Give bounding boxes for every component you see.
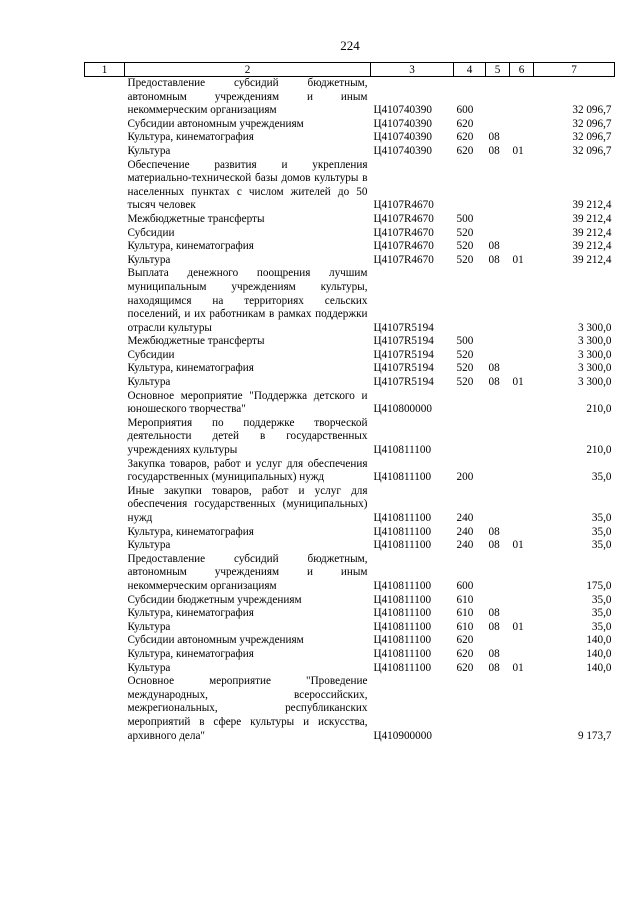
row-amount-cell: 35,0	[591, 607, 612, 620]
row-code-cell: Ц410740390	[373, 117, 432, 130]
row-subsection-cell	[510, 131, 534, 145]
row-name-cell: Иные закупки товаров, работ и услуг для обеспечения государственных (муниципальных) нужд	[127, 484, 368, 524]
row-section-cell: 08	[488, 539, 500, 552]
row-name-cell: Субсидии	[127, 348, 175, 361]
row-expense-type-cell: 600	[456, 579, 474, 592]
row-subsection-cell	[510, 648, 534, 662]
column-header: 6	[510, 63, 534, 77]
row-section-cell	[486, 335, 510, 349]
row-subsection-cell	[510, 77, 534, 118]
row-expense-type-cell: 240	[456, 512, 474, 524]
column-header: 3	[371, 63, 454, 77]
table-row	[85, 417, 615, 458]
row-name-cell: Основное мероприятие "Поддержка детского и юношеского творчества"	[127, 389, 368, 416]
row-name-cell: Межбюджетные трансферты	[127, 335, 265, 348]
row-spacer-cell	[85, 458, 125, 485]
row-name-cell: Субсидии бюджетным учреждениям	[127, 593, 302, 606]
table-row	[85, 634, 615, 648]
row-amount-cell: 39 212,4	[572, 199, 612, 212]
row-section-cell: 08	[488, 607, 500, 620]
row-section-cell	[486, 159, 510, 213]
row-spacer-cell	[85, 335, 125, 349]
row-code-cell: Ц410811100	[373, 620, 432, 633]
row-subsection-cell	[510, 227, 534, 241]
row-section-cell: 08	[488, 647, 500, 660]
row-amount-cell: 35,0	[591, 539, 612, 552]
row-spacer-cell	[85, 254, 125, 268]
table-row	[85, 145, 615, 159]
row-section-cell	[486, 390, 510, 417]
row-subsection-cell	[510, 213, 534, 227]
row-code-cell: Ц410811100	[373, 471, 432, 484]
row-spacer-cell	[85, 634, 125, 648]
row-amount-cell: 32 096,7	[572, 144, 612, 157]
row-subsection-cell	[510, 349, 534, 363]
row-code-cell: Ц4107R4670	[373, 212, 434, 225]
row-expense-type-cell: 520	[456, 226, 474, 239]
row-spacer-cell	[85, 539, 125, 553]
table-row	[85, 159, 615, 213]
row-subsection-cell	[510, 390, 534, 417]
row-spacer-cell	[85, 485, 125, 526]
table-row	[85, 213, 615, 227]
row-code-cell: Ц4107R5194	[373, 348, 434, 361]
row-code-cell: Ц410811100	[373, 525, 432, 538]
row-section-cell	[486, 553, 510, 594]
row-name-cell: Предоставление субсидий бюджетным, автономным учреждениям и иным некоммерческим организациям	[127, 77, 368, 117]
row-expense-type-cell: 520	[456, 348, 474, 361]
row-spacer-cell	[85, 376, 125, 390]
row-section-cell	[486, 267, 510, 335]
row-name-cell: Культура	[127, 661, 171, 674]
row-amount-cell: 35,0	[591, 512, 612, 524]
row-expense-type-cell: 610	[456, 607, 474, 620]
row-code-cell: Ц410800000	[373, 403, 432, 416]
row-code-cell: Ц4107R5194	[373, 376, 434, 389]
row-amount-cell: 35,0	[591, 471, 612, 484]
page-number: 224	[340, 38, 360, 53]
row-section-cell	[486, 227, 510, 241]
row-expense-type-cell	[454, 267, 486, 335]
row-spacer-cell	[85, 607, 125, 621]
row-spacer-cell	[85, 213, 125, 227]
row-name-cell: Культура, кинематография	[127, 647, 254, 660]
table-row	[85, 118, 615, 132]
row-amount-cell: 3 300,0	[577, 362, 612, 375]
table-row	[85, 621, 615, 635]
row-amount-cell: 32 096,7	[572, 104, 612, 117]
row-name-cell: Культура, кинематография	[127, 607, 254, 620]
row-amount-cell: 39 212,4	[572, 240, 612, 253]
row-expense-type-cell: 620	[456, 131, 474, 144]
row-expense-type-cell	[454, 417, 486, 458]
row-spacer-cell	[85, 118, 125, 132]
row-section-cell: 08	[488, 525, 500, 538]
table-row	[85, 267, 615, 335]
table-row	[85, 335, 615, 349]
row-subsection-cell	[510, 362, 534, 376]
row-name-cell: Субсидии автономным учреждениям	[127, 117, 304, 130]
row-name-cell: Субсидии	[127, 226, 175, 239]
row-amount-cell: 3 300,0	[577, 348, 612, 361]
row-name-cell: Культура, кинематография	[127, 240, 254, 253]
row-code-cell: Ц410811100	[373, 444, 432, 457]
row-subsection-cell: 01	[512, 253, 524, 266]
row-expense-type-cell	[454, 159, 486, 213]
row-expense-type-cell: 500	[456, 212, 474, 225]
row-spacer-cell	[85, 77, 125, 118]
table-row	[85, 254, 615, 268]
row-amount-cell: 9 173,7	[577, 729, 612, 742]
row-expense-type-cell: 520	[456, 376, 474, 389]
row-code-cell: Ц410740390	[373, 144, 432, 157]
row-spacer-cell	[85, 417, 125, 458]
row-code-cell: Ц410811100	[373, 579, 432, 592]
row-subsection-cell: 01	[512, 144, 524, 157]
table-row	[85, 526, 615, 540]
row-subsection-cell: 01	[512, 620, 524, 633]
row-section-cell	[486, 675, 510, 743]
row-spacer-cell	[85, 349, 125, 363]
row-section-cell	[486, 213, 510, 227]
row-name-cell: Культура	[127, 620, 171, 633]
row-section-cell: 08	[488, 362, 500, 375]
row-code-cell: Ц4107R4670	[373, 240, 434, 253]
table-row	[85, 675, 615, 743]
row-section-cell: 08	[488, 240, 500, 253]
row-section-cell	[486, 417, 510, 458]
row-expense-type-cell: 500	[456, 335, 474, 348]
row-code-cell: Ц4107R4670	[373, 226, 434, 239]
row-spacer-cell	[85, 526, 125, 540]
row-spacer-cell	[85, 553, 125, 594]
row-code-cell: Ц410740390	[373, 131, 432, 144]
row-section-cell: 08	[488, 144, 500, 157]
row-expense-type-cell: 240	[456, 539, 474, 552]
row-subsection-cell	[510, 118, 534, 132]
row-name-cell: Основное мероприятие "Проведение международных, всероссийских, межрегиональных, республиканских мероприятий в сфере культуры и искусства, архивного дела"	[127, 675, 368, 742]
row-section-cell: 08	[488, 620, 500, 633]
row-code-cell: Ц410811100	[373, 539, 432, 552]
row-code-cell: Ц410811100	[373, 634, 432, 647]
row-section-cell	[486, 634, 510, 648]
row-section-cell	[486, 118, 510, 132]
table-row	[85, 485, 615, 526]
table-row	[85, 349, 615, 363]
row-amount-cell: 32 096,7	[572, 117, 612, 130]
row-code-cell: Ц4107R5194	[373, 335, 434, 348]
row-expense-type-cell: 520	[456, 253, 474, 266]
row-expense-type-cell: 620	[456, 634, 474, 647]
row-code-cell: Ц410811100	[373, 661, 432, 674]
row-name-cell: Межбюджетные трансферты	[127, 212, 265, 225]
row-amount-cell: 35,0	[591, 620, 612, 633]
row-expense-type-cell: 520	[456, 362, 474, 375]
row-name-cell: Предоставление субсидий бюджетным, автономным учреждениям и иным некоммерческим организациям	[127, 552, 368, 592]
table-row	[85, 662, 615, 676]
row-spacer-cell	[85, 662, 125, 676]
row-section-cell	[486, 77, 510, 118]
column-header: 5	[486, 63, 510, 77]
row-spacer-cell	[85, 594, 125, 608]
row-expense-type-cell: 620	[456, 144, 474, 157]
row-name-cell: Культура	[127, 253, 171, 266]
row-spacer-cell	[85, 131, 125, 145]
row-code-cell: Ц4107R4670	[373, 199, 434, 212]
table-row	[85, 376, 615, 390]
column-header: 4	[454, 63, 486, 77]
row-subsection-cell	[510, 159, 534, 213]
row-amount-cell: 175,0	[586, 579, 612, 592]
row-amount-cell: 140,0	[586, 634, 612, 647]
row-expense-type-cell: 240	[456, 525, 474, 538]
table-row	[85, 77, 615, 118]
row-expense-type-cell: 610	[456, 593, 474, 606]
row-amount-cell: 140,0	[586, 661, 612, 674]
row-section-cell	[486, 485, 510, 526]
row-code-cell: Ц410811100	[373, 512, 432, 524]
row-code-cell: Ц4107R5194	[373, 362, 434, 375]
table-row	[85, 240, 615, 254]
row-expense-type-cell: 600	[456, 104, 474, 117]
row-amount-cell: 39 212,4	[572, 253, 612, 266]
row-section-cell: 08	[488, 376, 500, 389]
row-name-cell: Культура	[127, 539, 171, 552]
table-row	[85, 594, 615, 608]
row-spacer-cell	[85, 675, 125, 743]
row-subsection-cell	[510, 485, 534, 526]
table-row	[85, 553, 615, 594]
row-expense-type-cell: 520	[456, 240, 474, 253]
table-row	[85, 362, 615, 376]
row-subsection-cell	[510, 594, 534, 608]
row-expense-type-cell: 620	[456, 647, 474, 660]
row-subsection-cell	[510, 634, 534, 648]
row-name-cell: Культура	[127, 144, 171, 157]
row-expense-type-cell: 610	[456, 620, 474, 633]
row-spacer-cell	[85, 390, 125, 417]
column-header: 7	[534, 63, 615, 77]
row-spacer-cell	[85, 159, 125, 213]
row-subsection-cell	[510, 417, 534, 458]
row-expense-type-cell	[454, 390, 486, 417]
row-name-cell: Выплата денежного поощрения лучшим муниципальным учреждениям культуры, находящимся на территориях сельских поселений, и их работникам в рамках поддержки отрасли культуры	[127, 267, 368, 334]
column-header: 2	[125, 63, 371, 77]
row-amount-cell: 210,0	[586, 444, 612, 457]
row-section-cell	[486, 458, 510, 485]
row-code-cell: Ц410740390	[373, 104, 432, 117]
row-name-cell: Обеспечение развития и укрепления материально-технической базы домов культуры в населенных пунктах с числом жителей до 50 тысяч человек	[127, 158, 368, 212]
row-code-cell: Ц410811100	[373, 593, 432, 606]
table-row	[85, 607, 615, 621]
row-spacer-cell	[85, 227, 125, 241]
row-subsection-cell	[510, 675, 534, 743]
table-row	[85, 458, 615, 485]
table-row	[85, 227, 615, 241]
column-header: 1	[85, 63, 125, 77]
row-amount-cell: 3 300,0	[577, 376, 612, 389]
row-spacer-cell	[85, 362, 125, 376]
row-name-cell: Культура	[127, 376, 171, 389]
row-code-cell: Ц410811100	[373, 647, 432, 660]
row-name-cell: Культура, кинематография	[127, 131, 254, 144]
row-name-cell: Культура, кинематография	[127, 362, 254, 375]
row-subsection-cell: 01	[512, 539, 524, 552]
row-expense-type-cell: 620	[456, 661, 474, 674]
row-amount-cell: 3 300,0	[577, 321, 612, 334]
table-row	[85, 390, 615, 417]
row-subsection-cell	[510, 526, 534, 540]
row-subsection-cell	[510, 335, 534, 349]
row-expense-type-cell: 620	[456, 117, 474, 130]
row-section-cell	[486, 349, 510, 363]
row-subsection-cell	[510, 240, 534, 254]
row-name-cell: Мероприятия по поддержке творческой деятельности детей в государственных учреждениях культуры	[127, 416, 368, 457]
row-spacer-cell	[85, 145, 125, 159]
row-section-cell	[486, 594, 510, 608]
row-amount-cell: 32 096,7	[572, 131, 612, 144]
row-expense-type-cell: 200	[456, 471, 474, 484]
row-spacer-cell	[85, 267, 125, 335]
row-name-cell: Субсидии автономным учреждениям	[127, 634, 304, 647]
row-subsection-cell	[510, 458, 534, 485]
row-section-cell: 08	[488, 253, 500, 266]
row-spacer-cell	[85, 240, 125, 254]
row-amount-cell: 210,0	[586, 403, 612, 416]
row-amount-cell: 35,0	[591, 525, 612, 538]
row-name-cell: Культура, кинематография	[127, 525, 254, 538]
row-spacer-cell	[85, 648, 125, 662]
table-row	[85, 539, 615, 553]
row-code-cell: Ц410811100	[373, 607, 432, 620]
table-row	[85, 131, 615, 145]
row-amount-cell: 39 212,4	[572, 212, 612, 225]
row-subsection-cell: 01	[512, 376, 524, 389]
row-subsection-cell	[510, 607, 534, 621]
row-code-cell: Ц410900000	[373, 729, 432, 742]
row-subsection-cell: 01	[512, 661, 524, 674]
row-amount-cell: 39 212,4	[572, 226, 612, 239]
row-section-cell: 08	[488, 131, 500, 144]
row-subsection-cell	[510, 553, 534, 594]
table-row	[85, 648, 615, 662]
row-section-cell: 08	[488, 661, 500, 674]
table-header-row	[85, 63, 615, 77]
row-code-cell: Ц4107R4670	[373, 253, 434, 266]
budget-table	[84, 62, 615, 743]
row-name-cell: Закупка товаров, работ и услуг для обеспечения государственных (муниципальных) нужд	[127, 457, 368, 484]
row-subsection-cell	[510, 267, 534, 335]
row-code-cell: Ц4107R5194	[373, 321, 434, 334]
row-amount-cell: 3 300,0	[577, 335, 612, 348]
row-amount-cell: 35,0	[591, 593, 612, 606]
row-spacer-cell	[85, 621, 125, 635]
row-expense-type-cell	[454, 675, 486, 743]
row-amount-cell: 140,0	[586, 647, 612, 660]
